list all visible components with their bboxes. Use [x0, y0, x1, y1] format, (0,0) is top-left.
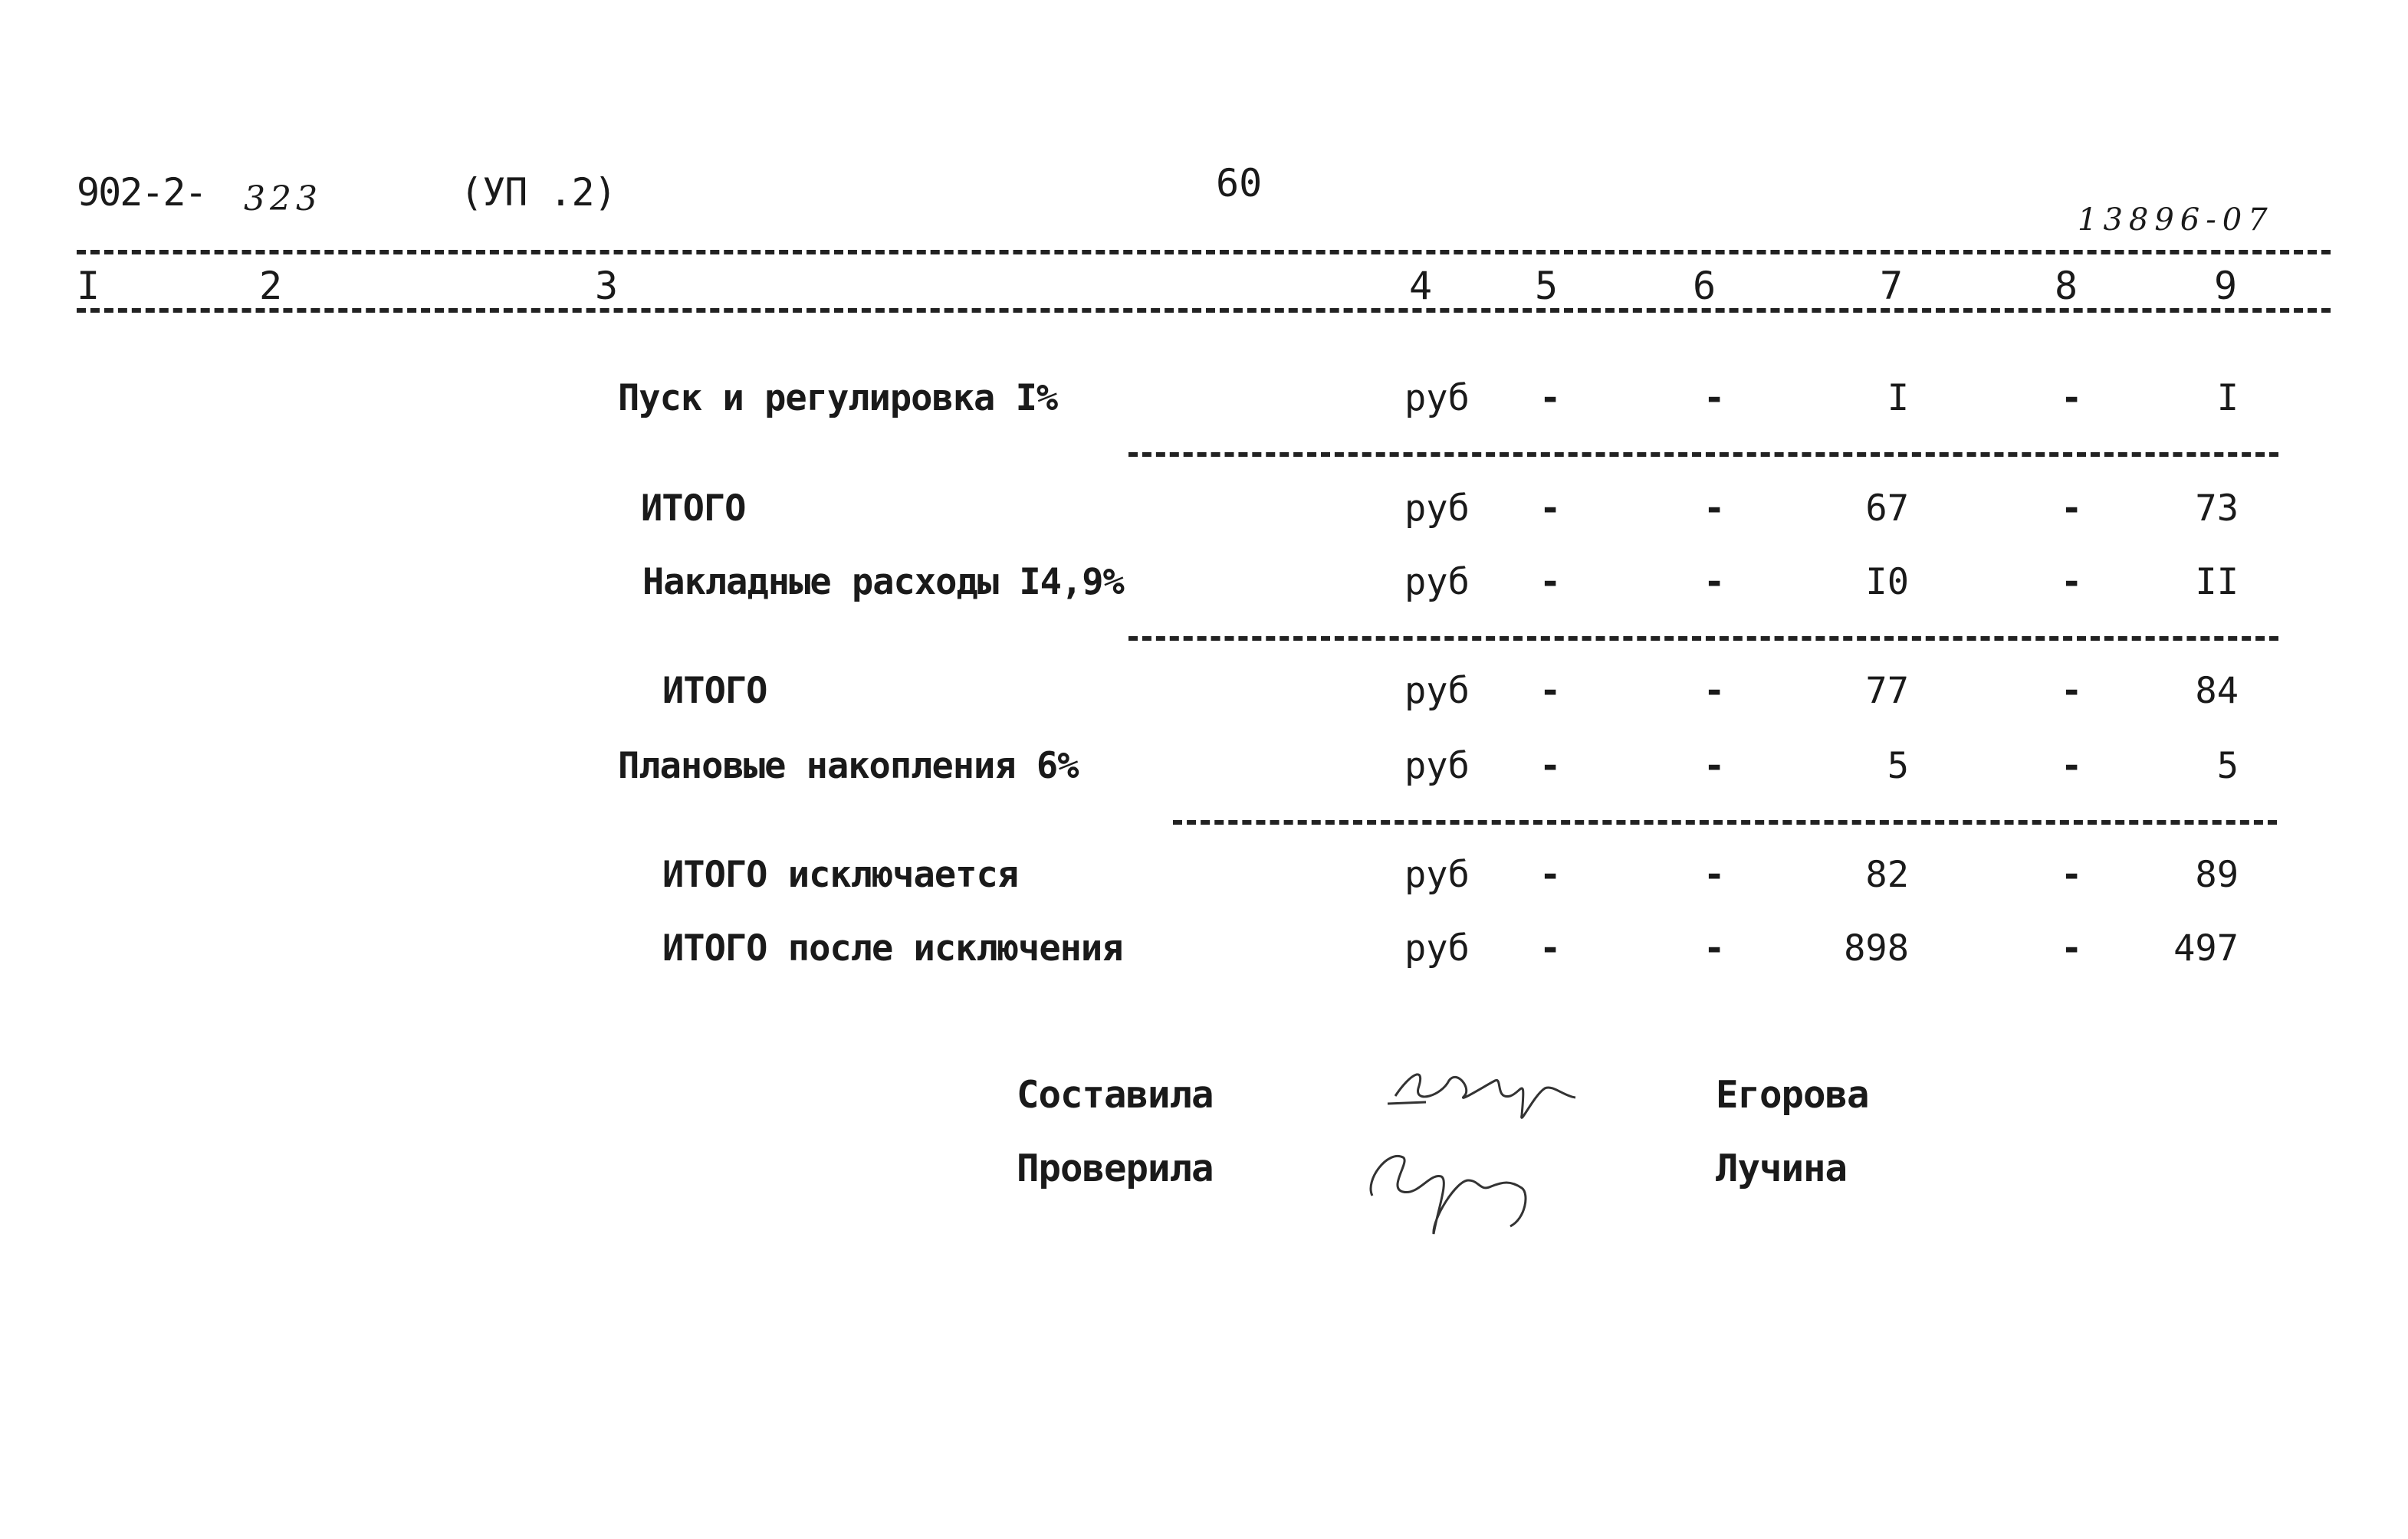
row-col9: 84	[2195, 670, 2239, 712]
row-col8: -	[2061, 487, 2083, 530]
row-unit: руб	[1404, 377, 1470, 419]
row-col6: -	[1703, 377, 1726, 419]
row-label: ИТОГО	[641, 487, 746, 530]
sheet-reference: (УП .2)	[460, 170, 616, 215]
column-number: 8	[2055, 264, 2078, 308]
row-col8: -	[2061, 927, 2083, 970]
row-label: Пуск и регулировка I%	[618, 377, 1058, 419]
row-col7: 82	[1865, 854, 1909, 896]
compiled-by-name: Егорова	[1716, 1073, 1869, 1117]
document-code-handwritten: 323	[244, 179, 322, 218]
row-col8: -	[2061, 670, 2083, 712]
row-col6: -	[1703, 745, 1726, 787]
row-col9: 73	[2195, 487, 2239, 530]
column-number: 5	[1535, 264, 1559, 308]
row-col8: -	[2061, 854, 2083, 896]
row-col6: -	[1703, 561, 1726, 603]
row-unit: руб	[1404, 927, 1470, 970]
row-label: ИТОГО после исключения	[662, 927, 1123, 970]
row-col6: -	[1703, 670, 1726, 712]
column-number: 4	[1409, 264, 1433, 308]
row-col7: 5	[1887, 745, 1909, 787]
row-col9: 89	[2195, 854, 2239, 896]
row-col5: -	[1539, 670, 1562, 712]
subtotal-rule	[1128, 452, 2278, 457]
row-unit: руб	[1404, 854, 1470, 896]
row-col5: -	[1539, 854, 1562, 896]
row-col9: II	[2195, 561, 2239, 603]
column-number: 7	[1880, 264, 1904, 308]
column-number: I	[77, 264, 100, 308]
subtotal-rule	[1173, 820, 2277, 825]
row-col6: -	[1703, 927, 1726, 970]
column-number: 6	[1693, 264, 1716, 308]
row-col6: -	[1703, 487, 1726, 530]
row-col5: -	[1539, 487, 1562, 530]
row-col7: I	[1887, 377, 1909, 419]
checked-by-signature	[1357, 1119, 1556, 1242]
row-col7: I0	[1865, 561, 1909, 603]
header-top-rule	[77, 250, 2331, 254]
subtotal-rule	[1128, 636, 2278, 641]
column-number: 3	[595, 264, 619, 308]
column-number: 2	[259, 264, 283, 308]
column-number: 9	[2214, 264, 2238, 308]
row-label: ИТОГО исключается	[662, 854, 1019, 896]
row-unit: руб	[1404, 670, 1470, 712]
row-col5: -	[1539, 377, 1562, 419]
row-label: Накладные расходы I4,9%	[642, 561, 1124, 603]
row-col9: 5	[2216, 745, 2239, 787]
row-col7: 67	[1865, 487, 1909, 530]
row-label: ИТОГО	[662, 670, 767, 712]
row-label: Плановые накопления 6%	[618, 745, 1079, 787]
row-col5: -	[1539, 745, 1562, 787]
row-col5: -	[1539, 927, 1562, 970]
row-col7: 77	[1865, 670, 1909, 712]
page-number: 60	[1216, 161, 1263, 205]
header-bottom-rule	[77, 308, 2331, 313]
row-unit: руб	[1404, 487, 1470, 530]
row-col6: -	[1703, 854, 1726, 896]
row-col8: -	[2061, 745, 2083, 787]
row-col8: -	[2061, 561, 2083, 603]
checked-by-label: Проверила	[1017, 1147, 1214, 1190]
row-unit: руб	[1404, 561, 1470, 603]
row-col9: I	[2216, 377, 2239, 419]
archive-number: 13896-07	[2078, 202, 2274, 238]
document-code: 902-2-	[77, 170, 206, 215]
checked-by-name: Лучина	[1716, 1147, 1848, 1190]
row-unit: руб	[1404, 745, 1470, 787]
row-col9: 497	[2173, 927, 2239, 970]
row-col7: 898	[1844, 927, 1909, 970]
row-col8: -	[2061, 377, 2083, 419]
compiled-by-label: Составила	[1017, 1073, 1214, 1117]
row-col5: -	[1539, 561, 1562, 603]
